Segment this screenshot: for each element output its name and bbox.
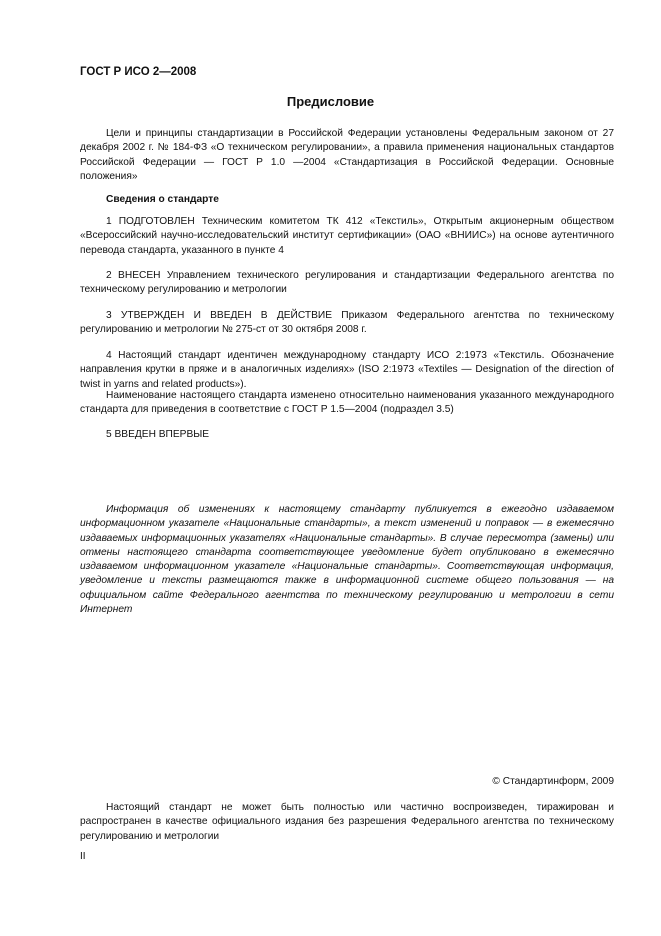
page-title: Предисловие xyxy=(286,94,375,109)
page-number: II xyxy=(80,851,86,862)
intro-paragraph xyxy=(80,127,614,184)
item-4-note-text: Наименование настоящего стандарта изменено относительно наименования указанного международного стандарта для приведения в соответствие с ГОСТ Р 1.5—2004 (подраздел 3.5) xyxy=(80,390,614,416)
item-4 xyxy=(80,349,614,392)
info-notice xyxy=(80,503,614,617)
info-notice-text: Информация об изменениях к настоящему стандарту публикуется в ежегодно издаваемом информационном указателе «Национальные стандарты», а текст изменений и поправок — в ежемесячно издаваемых информационных указателях «Национальные стандарты». В случае пересмотра (замены) или отмены настоящего стандарта соответствующее уведомление будет опубликовано в ежемесячно издаваемом информационном указателе «Национальные стандарты». Соответствующая информация, уведомление и тексты размещаются также в информационной системе общего пользования — на официальном сайте Федерального агентства по техническому регулированию и метрологии в сети Интернет xyxy=(80,504,614,616)
document-code-header: ГОСТ Р ИСО 2—2008 xyxy=(80,66,197,78)
item-5-text: 5 ВВЕДЕН ВПЕРВЫЕ xyxy=(106,429,210,440)
item-2-text: 2 ВНЕСЕН Управлением технического регулирования и стандартизации Федерального агентства по техническому регулированию и метрологии xyxy=(80,270,614,296)
item-3 xyxy=(80,309,614,338)
section-title: Сведения о стандарте xyxy=(106,194,219,205)
item-4-text: 4 Настоящий стандарт идентичен международному стандарту ИСО 2:1973 «Текстиль. Обозначение направления крутки в пряже и в аналогичных изделиях» (ISO 2:1973 «Textiles — Designation of the direction of twist in yarns and related products»). xyxy=(80,350,614,390)
item-1-text: 1 ПОДГОТОВЛЕН Техническим комитетом ТК 412 «Текстиль», Открытым акционерным обществом «Всероссийский научно-исследовательский институт сертификации» (ОАО «ВНИИС») на основе аутентичного перевода стандарта, указанного в пункте 4 xyxy=(80,216,614,256)
item-2 xyxy=(80,269,614,298)
reproduction-notice xyxy=(80,801,614,844)
copyright: © Стандартинформ, 2009 xyxy=(492,776,614,787)
reproduction-notice-text: Настоящий стандарт не может быть полностью или частично воспроизведен, тиражирован и распространен в качестве официального издания без разрешения Федерального агентства по техническому регулированию и метрологии xyxy=(80,802,614,842)
intro-text: Цели и принципы стандартизации в Российской Федерации установлены Федеральным законом от 27 декабря 2002 г. № 184-ФЗ «О техническом регулировании», а правила применения национальных стандартов Российской Федерации — ГОСТ Р 1.0 —2004 «Стандартизация в Российской Федерации. Основные положения» xyxy=(80,128,614,182)
item-3-text: 3 УТВЕРЖДЕН И ВВЕДЕН В ДЕЙСТВИЕ Приказом Федерального агентства по техническому регулированию и метрологии № 275-ст от 30 октября 2008 г. xyxy=(80,310,614,336)
item-5 xyxy=(80,428,614,442)
item-4-note xyxy=(80,389,614,418)
item-1 xyxy=(80,215,614,258)
